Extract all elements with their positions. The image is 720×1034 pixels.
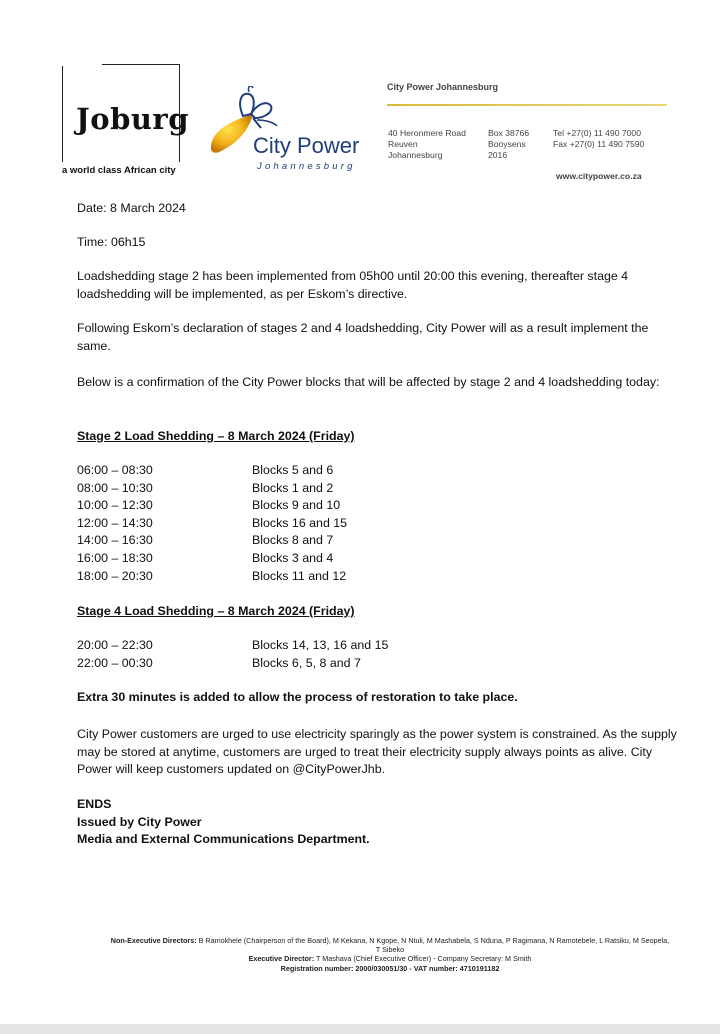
- schedule-row: 08:00 – 10:30 Blocks 1 and 2: [77, 480, 334, 495]
- joburg-logo: Joburg: [76, 102, 189, 136]
- exec-label: Executive Director:: [248, 954, 315, 964]
- joburg-tagline: a world class African city: [62, 165, 176, 176]
- schedule-row: 20:00 – 22:30 Blocks 14, 13, 16 and 15: [77, 638, 389, 652]
- date-line: Date: 8 March 2024: [77, 201, 186, 215]
- viewer-bottom-edge: [0, 1024, 720, 1034]
- paragraph-eskom-declaration: Following Eskom’s declaration of stages 2 and 4 loadshedding, City Power will as a result implement the same.: [77, 321, 649, 353]
- nonexec-names: B Ramokhele (Chairperson of the Board), M Kekana, N Kgope, N Ntuli, M Mashabela, S Nduna, P Ragimana, N Ramotebele, L Ratsiku, M Seopela, T Sibeko: [198, 936, 670, 955]
- exec-names: T Mashava (Chief Executive Officer) - Company Secretary: M Smith: [315, 954, 532, 964]
- header-divider: [387, 104, 667, 106]
- schedule-row: 22:00 – 00:30 Blocks 6, 5, 8 and 7: [77, 655, 361, 670]
- paragraph-stage-implementation: Loadshedding stage 2 has been implemented from 05h00 until 20:00 this evening, thereafter stage 4 loadshedding will be implemented, as per Eskom’s directive.: [77, 269, 629, 301]
- schedule-row: 18:00 – 20:30 Blocks 11 and 12: [77, 568, 347, 583]
- restoration-note: Extra 30 minutes is added to allow the process of restoration to take place.: [77, 690, 518, 704]
- website-link[interactable]: www.citypower.co.za: [556, 171, 642, 181]
- issued-by: Issued by City Power: [77, 814, 202, 829]
- nonexec-label: Non-Executive Directors:: [110, 936, 197, 945]
- footer-directors: [110, 936, 670, 973]
- time-line: Time: 06h15: [77, 235, 146, 249]
- stage4-heading: Stage 4 Load Shedding – 8 March 2024 (Friday): [77, 604, 355, 618]
- schedule-row: 16:00 – 18:30 Blocks 3 and 4: [77, 550, 334, 565]
- schedule-row: 06:00 – 08:30 Blocks 5 and 6: [77, 463, 334, 477]
- sign-off: [77, 796, 677, 849]
- city-power-brand-sub: Johannesburg: [257, 161, 356, 172]
- stage4-schedule: [77, 637, 388, 672]
- schedule-row: 14:00 – 16:30 Blocks 8 and 7: [77, 533, 334, 548]
- schedule-row: 12:00 – 14:30 Blocks 16 and 15: [77, 515, 348, 530]
- contact-numbers: Tel +27(0) 11 490 7000 Fax +27(0) 11 490 7590: [553, 128, 645, 149]
- stage2-schedule: [77, 462, 347, 585]
- address-postal: Box 38766 Booysens 2016: [488, 128, 530, 160]
- paragraph-blocks-intro: Below is a confirmation of the City Power blocks that will be affected by stage 2 and 4 loadshedding today:: [77, 375, 660, 389]
- company-name: City Power Johannesburg: [387, 82, 499, 92]
- ends-marker: ENDS: [77, 797, 112, 811]
- registration-line: Registration number: 2000/030051/30 - VAT number: 4710191182: [280, 963, 500, 973]
- city-power-brand-name: City Power: [253, 133, 360, 158]
- stage2-heading: Stage 2 Load Shedding – 8 March 2024 (Friday): [77, 429, 355, 443]
- department: Media and External Communications Department.: [77, 832, 370, 847]
- address-street: 40 Heronmere Road Reuven Johannesburg: [388, 128, 466, 160]
- schedule-row: 10:00 – 12:30 Blocks 9 and 10: [77, 498, 341, 513]
- paragraph-customer-advice: City Power customers are urged to use electricity sparingly as the power system is constrained. As the supply may be stored at anytime, customers are urged to treat their electricity supply always points as alive. City Power will keep customers updated on @CityPowerJhb.: [77, 727, 677, 777]
